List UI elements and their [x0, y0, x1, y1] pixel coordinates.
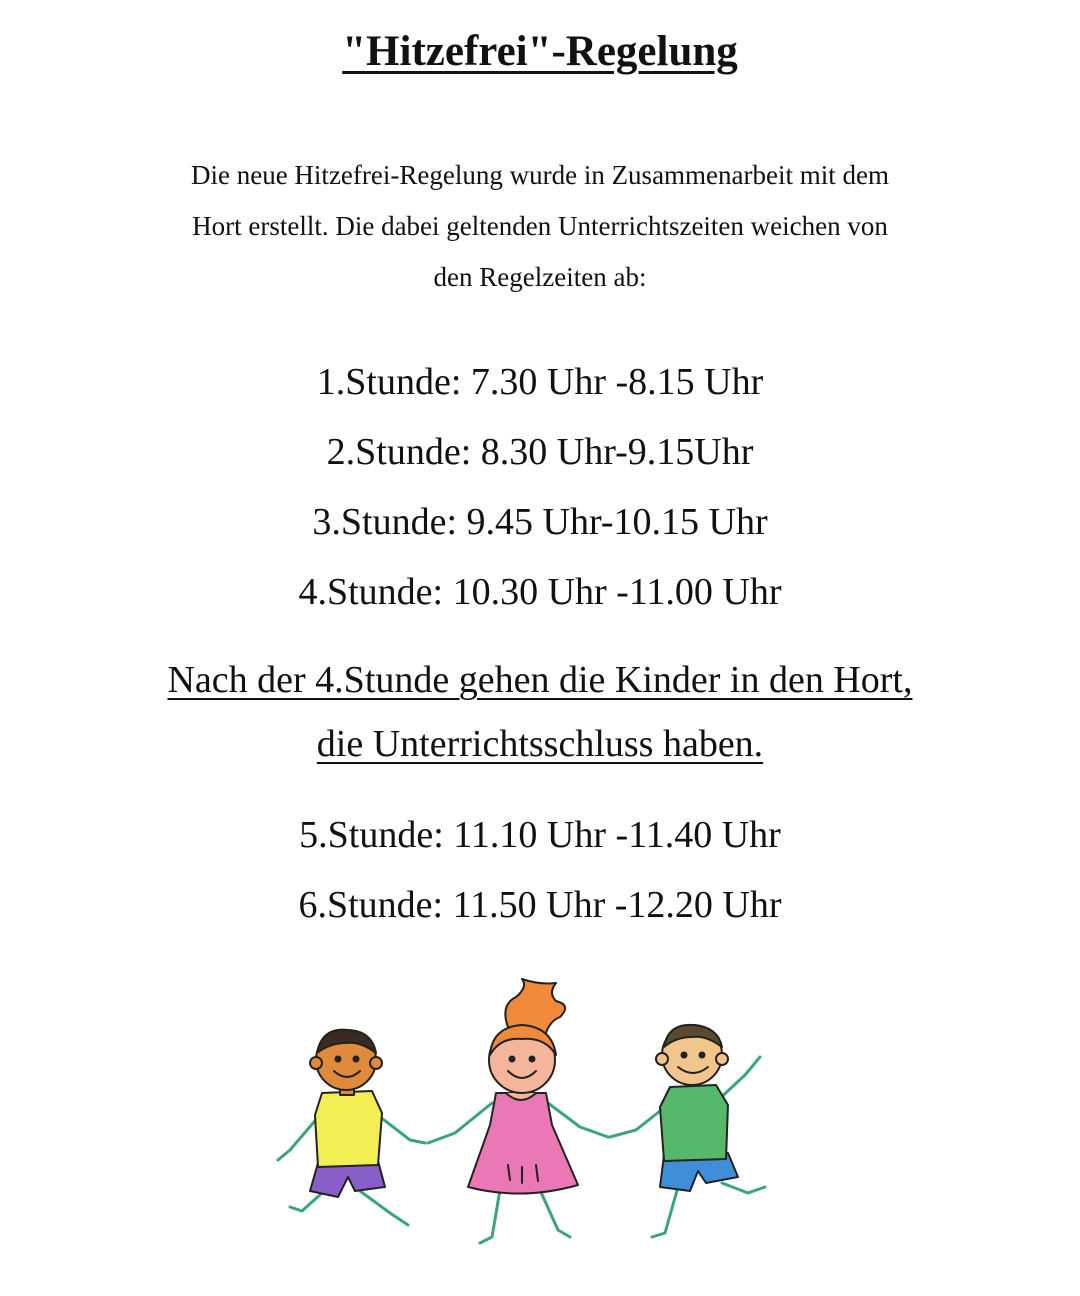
- ear: [310, 1057, 322, 1069]
- schedule-item-1: 1.Stunde: 7.30 Uhr -8.15 Uhr: [316, 361, 764, 403]
- schedule-before-break: [0, 347, 1080, 627]
- eye: [700, 1053, 705, 1058]
- schedule-item-3: 3.Stunde: 9.45 Uhr-10.15 Uhr: [312, 501, 768, 543]
- intro-line: Die neue Hitzefrei-Regelung wurde in Zusammenarbeit mit dem: [190, 160, 889, 190]
- schedule-item-5: 5.Stunde: 11.10 Uhr -11.40 Uhr: [299, 814, 781, 856]
- schedule-item-6: 6.Stunde: 11.50 Uhr -12.20 Uhr: [298, 884, 782, 926]
- intro-line: Hort erstellt. Die dabei geltenden Unterrichtszeiten weichen von: [192, 211, 888, 241]
- shirt: [660, 1085, 728, 1161]
- eye: [530, 1057, 535, 1062]
- leg: [652, 1187, 678, 1237]
- ear: [656, 1053, 668, 1065]
- hort-notice: [0, 648, 1080, 776]
- child-middle: [428, 979, 608, 1243]
- arm: [278, 1115, 320, 1160]
- schedule-item-4: 4.Stunde: 10.30 Uhr -11.00 Uhr: [298, 571, 782, 613]
- intro-paragraph: [140, 150, 940, 303]
- leg: [360, 1191, 408, 1225]
- arm: [610, 1107, 665, 1137]
- intro-line: den Regelzeiten ab:: [433, 262, 647, 292]
- eye: [354, 1057, 359, 1062]
- hair-ponytail: [505, 979, 565, 1033]
- eye: [682, 1053, 687, 1058]
- schedule-after-break: [0, 800, 1080, 940]
- schedule-item-2: 2.Stunde: 8.30 Uhr-9.15Uhr: [326, 431, 754, 473]
- eye: [510, 1057, 515, 1062]
- notice-line: Nach der 4.Stunde gehen die Kinder in den Hort,: [167, 659, 913, 701]
- leg: [290, 1193, 322, 1211]
- document-title: "Hitzefrei"-Regelung: [342, 28, 738, 75]
- arm: [548, 1103, 608, 1137]
- ear: [716, 1053, 728, 1065]
- shirt: [315, 1091, 382, 1167]
- leg: [480, 1190, 500, 1243]
- notice-line: die Unterrichtsschluss haben.: [316, 723, 764, 765]
- leg: [722, 1183, 765, 1193]
- child-right: [610, 1025, 765, 1237]
- arm: [428, 1103, 492, 1143]
- children-illustration: [260, 975, 820, 1275]
- child-left: [278, 1030, 425, 1225]
- leg: [540, 1190, 570, 1237]
- eye: [336, 1057, 341, 1062]
- ear: [370, 1057, 382, 1069]
